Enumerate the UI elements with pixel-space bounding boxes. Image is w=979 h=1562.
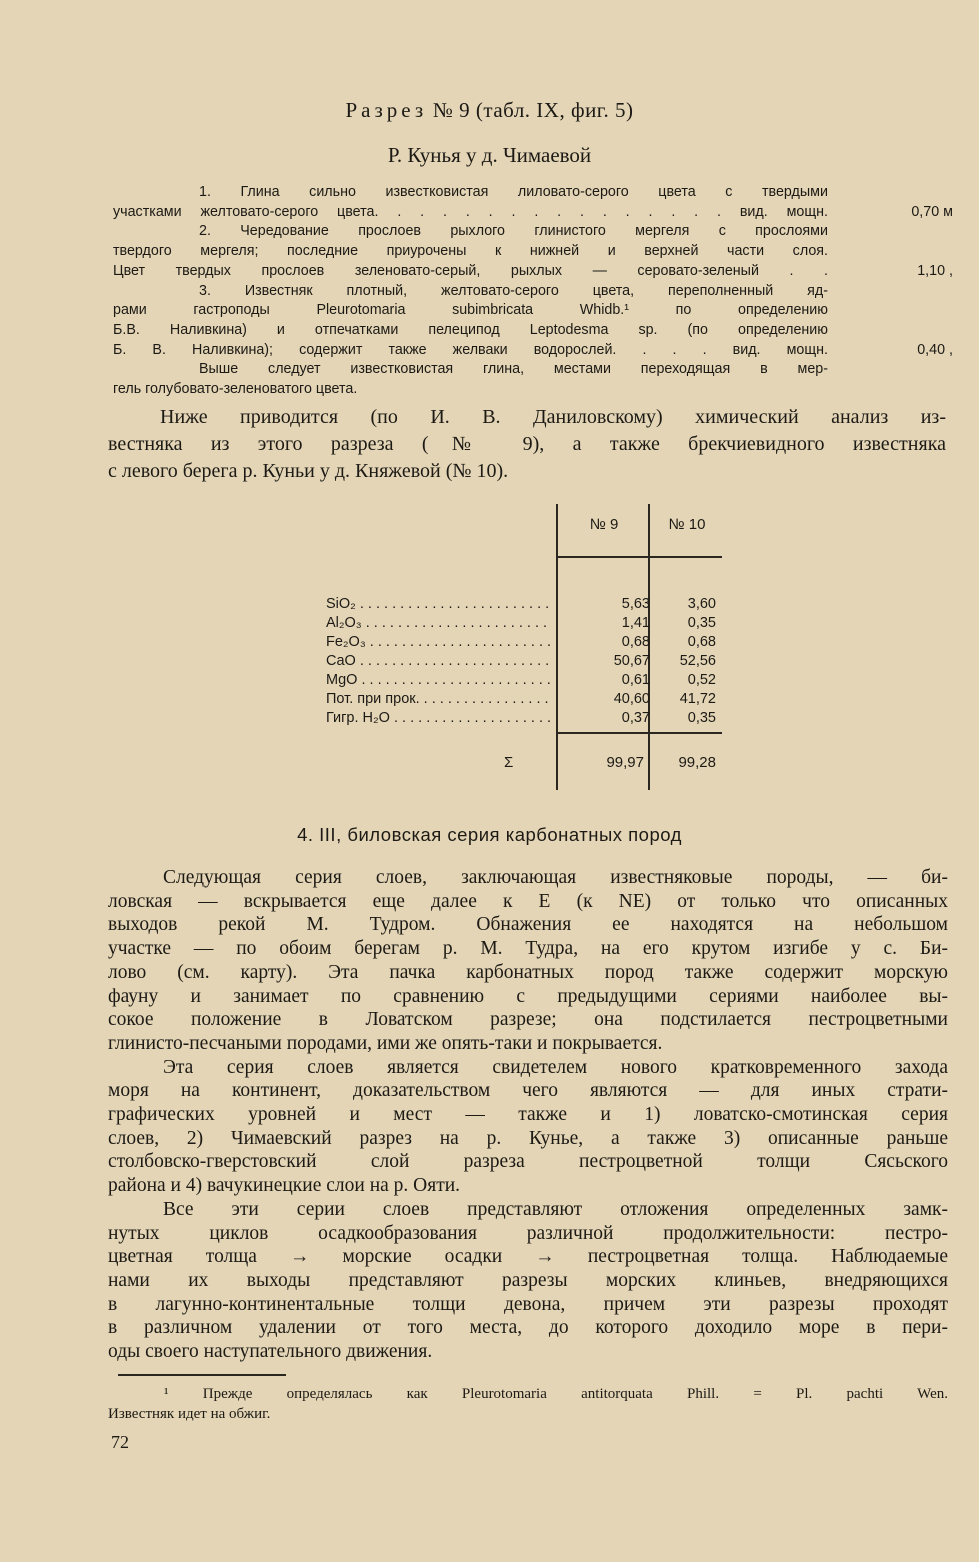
layer-descriptions [113,183,953,400]
text-line: моря на континент, доказательством чего являются — для иных страти- [108,1080,948,1102]
value-9: 0,37 [621,710,650,726]
section-title-prefix: Разрез [345,98,428,122]
column-header-10: № 10 [668,516,706,533]
value-10: 52,56 [679,653,716,669]
footnote-rule [118,1374,286,1376]
text-line: сокое положение в Ловатском разрезе; она подстилается пестроцветными [108,1009,948,1031]
value-9: 50,67 [613,653,650,669]
value-9: 1,41 [621,615,650,631]
layer-line: твердого мергеля; последние приурочены к нижней и верхней части слоя. [113,243,828,260]
main-text [108,866,948,1364]
text-line: столбовско-гверстовский слой разреза пестроцветной толщи Сясьского [108,1151,948,1173]
footnote [108,1384,948,1424]
analysis-intro [108,404,946,485]
table-row [322,672,722,691]
layer-2 [113,222,953,281]
value-10: 3,60 [687,596,716,612]
text-line: слоев, 2) Чимаевский разрез на р. Кунье, а также 3) описанные раньше [108,1127,948,1149]
sum-10: 99,28 [678,754,716,771]
footnote-line: ¹ Прежде определялась как Pleurotomaria antitorquata Phill. = Pl. pachti Wen. [164,1386,948,1402]
text-line: лово (см. карту). Эта пачка карбонатных пород также содержит морскую [108,961,948,983]
value-10: 41,72 [679,691,716,707]
series-heading: 4. III, биловская серия карбонатных пород [297,824,682,845]
layer-line: Б.В. Наливкина) и отпечатками пелеципод Leptodesma sp. (по определению [113,321,828,338]
text-line: Все эти серии слоев представляют отложения определенных замк- [163,1198,948,1220]
section-title-rest: № 9 (табл. IX, фиг. 5) [432,98,634,122]
text-line: Эта серия слоев является свидетелем нового кратковременного захода [163,1056,948,1078]
text-line: в различном удалении от того места, до которого доходило море в пери- [108,1317,948,1339]
component-label: Гигр. H₂O . . . [326,710,552,726]
layer-line: гель голубовато-зеленоватого цвета. [113,381,358,398]
chemical-analysis-table [322,504,722,790]
text-line: графических уровней и мест — также и 1) ловатско-смотинская серия [108,1104,948,1126]
text-line: нами их выходы представляют разрезы морских клиньев, внедряющихся [108,1269,948,1291]
layer-3 [113,282,953,361]
text-line: ловская — вскрывается еще далее к Е (к NE) от только что описанных [108,890,948,912]
component-label: Пот. при прок. . . . [326,691,552,707]
text-line: глинисто-песчаными породами, ими же опять-таки и покрывается. [108,1032,663,1054]
component-label: MgO . . . [326,672,552,688]
text-line: фауну и занимает по сравнению с предыдущими сериями наиболее вы- [108,985,948,1007]
table-row [322,710,722,729]
layer-thickness: 1,10 , [917,262,953,279]
text-line: Следующая серия слоев, заключающая известняковые породы, — би- [163,867,948,888]
table-row [322,691,722,710]
layer-line: 2. Чередование прослоев рыхлого глинистого мергеля с прослоями [199,223,828,240]
table-total-rule [556,732,722,734]
intro-line: с левого берега р. Куньи у д. Княжевой (№ 10). [108,460,509,482]
table-row [322,596,722,615]
text-line: оды своего наступательного движения. [108,1341,433,1363]
value-10: 0,35 [687,615,716,631]
value-10: 0,35 [687,710,716,726]
layer-thickness: 0,70 м [911,203,953,220]
layer-1 [113,183,953,222]
layer-line: участками желтовато-серого цвета. . . . . . . . . . . . . . . . вид. мощн. [113,203,828,220]
intro-line: вестняка из этого разреза (№ 9), а также брекчиевидного известняка [108,433,946,455]
text-line: выходов рекой М. Тудром. Обнажения ее находятся на небольшом [108,914,948,936]
intro-line: Ниже приводится (по И. В. Даниловскому) химический анализ из- [160,406,946,428]
table-row [322,634,722,653]
footnote-line: Известняк идет на обжиг. [108,1406,271,1422]
layer-overlying [113,360,953,399]
layer-line: Цвет твердых прослоев зеленовато-серый, рыхлых — серовато-зеленый . . [113,262,828,279]
column-header-9: № 9 [589,516,619,533]
component-label: SiO₂ . . . [326,596,552,612]
value-10: 0,52 [687,672,716,688]
value-9: 40,60 [613,691,650,707]
layer-thickness: 0,40 , [917,341,953,358]
page-number: 72 [111,1432,129,1452]
text-line: цветная толща → морские осадки → пестроцветная толща. Наблюдаемые [108,1246,948,1268]
value-10: 0,68 [687,634,716,650]
layer-line: 3. Известняк плотный, желтовато-серого цвета, переполненный яд- [199,282,828,299]
component-label: Fe₂O₃ . . . [326,634,552,650]
value-9: 5,63 [621,596,650,612]
text-line: нутых циклов осадкообразования различной продолжительности: пестро- [108,1222,948,1244]
table-row [322,615,722,634]
layer-line: Б. В. Наливкина); содержит также желваки водорослей. . . . вид. мощн. [113,341,828,358]
text-line: участке — по обоим берегам р. М. Тудра, на его крутом изгибе у с. Би- [108,938,948,960]
sum-9: 99,97 [606,754,644,771]
text-line: района и 4) вачукинецкие слои на р. Ояти. [108,1175,461,1197]
layer-line: Выше следует известковистая глина, местами переходящая в мер- [199,361,828,378]
value-9: 0,61 [621,672,650,688]
layer-line: рами гастроподы Pleurotomaria subimbricata Whidb.¹ по определению [113,302,828,319]
component-label: Al₂O₃ . . . [326,615,552,631]
location-title: Р. Кунья у д. Чимаевой [387,143,592,167]
table-row [322,653,722,672]
section-title [0,98,979,123]
sum-label: Σ [504,754,514,771]
table-header-rule [556,556,722,558]
value-9: 0,68 [621,634,650,650]
text-line: в лагунно-континентальные толщи девона, причем эти разрезы проходят [108,1293,948,1315]
layer-line: 1. Глина сильно известковистая лиловато-серого цвета с твердыми [199,184,828,200]
component-label: CaO . . . [326,653,552,669]
